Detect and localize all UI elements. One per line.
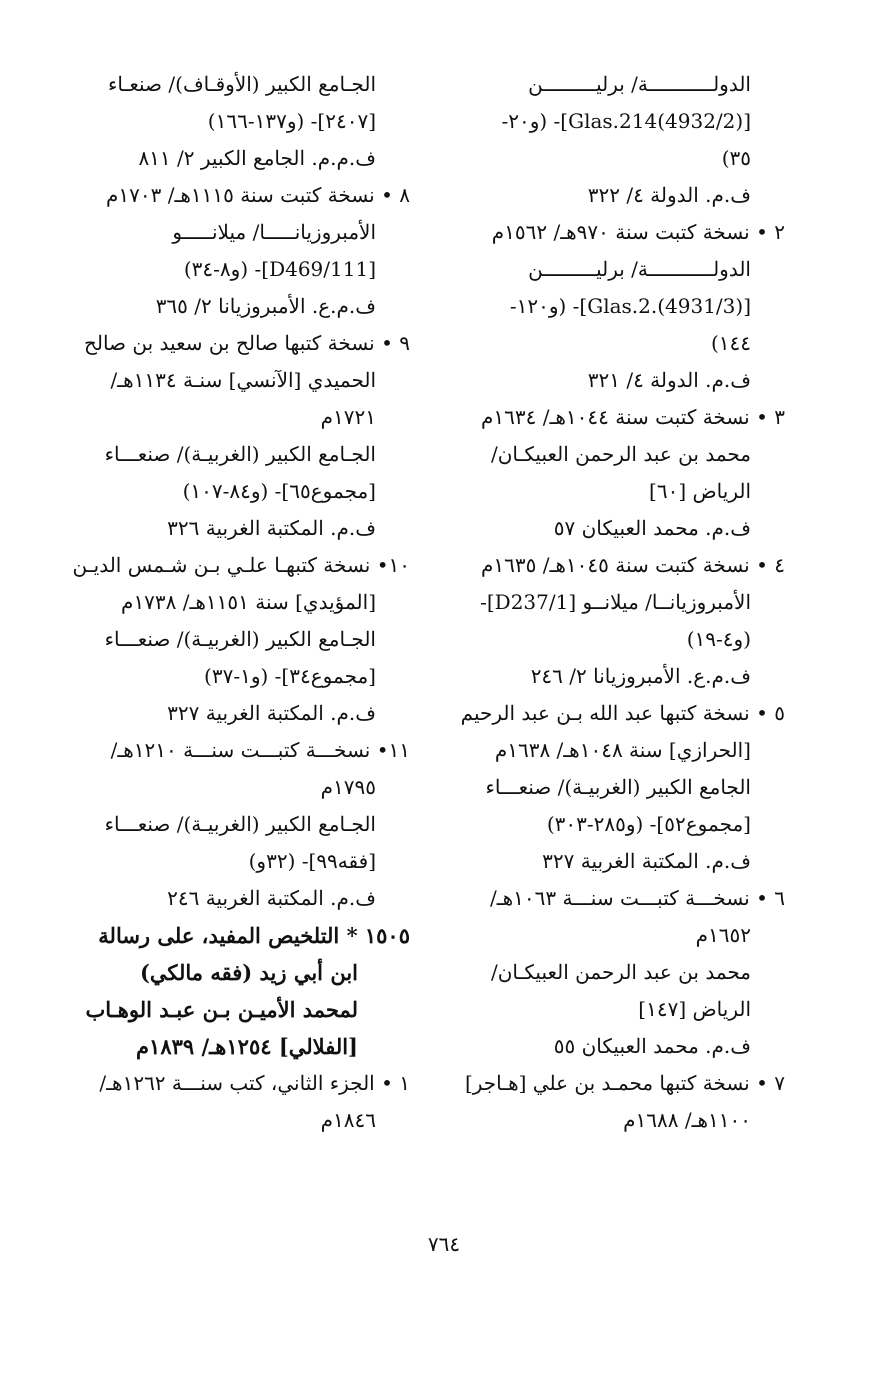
entry-line: ١٨٤٦م: [320, 1108, 376, 1132]
entry-line: ف.م. المكتبة الغربية ٣٢٧: [542, 849, 751, 873]
entry-heading-line: ١٥٠٥ * التلخيص المفيد، على رسالة: [98, 923, 410, 948]
entry-line: ف.م. الدولة ٤/ ٣٢٢: [587, 183, 751, 207]
entry-line: (و٤-١٩): [686, 627, 751, 651]
entry-line: ٣٥): [721, 146, 751, 170]
entry-line: الأمبروزيانــا/ ميلانــو [D237/1]-: [480, 590, 751, 614]
entry-line: ف.م. محمد العبيكان ٥٥: [553, 1034, 751, 1058]
entry-line: [Glas.2.(4931/3)]- (و١٢٠-: [509, 294, 751, 318]
entry-line: [٢٤٠٧]- (و١٣٧-١٦٦): [207, 109, 376, 133]
entry-line: [مجموع٣٤]- (و١-٣٧): [204, 664, 376, 688]
entry-line: ٧ • نسخة كتبها محمـد بن علي [هـاجر]: [464, 1071, 785, 1095]
page-number: ٧٦٤: [427, 1232, 461, 1256]
entry-line: ٨ • نسخة كتبت سنة ١١١٥هـ/ ١٧٠٣م: [106, 183, 410, 207]
entry-line: ف.م. الدولة ٤/ ٣٢١: [587, 368, 751, 392]
entry-line: [Glas.214(4932/2)]- (و٢٠-: [501, 109, 751, 133]
entry-line: ١٠• نسخة كتبهـا علـي بـن شـمس الديـن: [72, 553, 410, 577]
entry-line: ٦ • نسخـــة كتبـــت سنـــة ١٠٦٣هـ/: [490, 886, 785, 910]
entry-line: الرياض [٦٠]: [649, 479, 751, 503]
entry-line: ١١٠٠هـ/ ١٦٨٨م: [623, 1108, 751, 1132]
entry-line: الدولـــــــــــة/ برليـــــــــن: [528, 257, 751, 281]
entry-line: ف.م.م. الجامع الكبير ٢/ ٨١١: [138, 146, 376, 170]
entry-line: ف.م.ع. الأمبروزيانا ٢/ ٣٦٥: [155, 294, 376, 318]
entry-line: ف.م. المكتبة الغربية ٢٤٦: [167, 886, 376, 910]
entry-line: الجـامع الكبير (الغربيـة)/ صنعـــاء: [104, 812, 376, 836]
entry-line: ف.م. محمد العبيكان ٥٧: [553, 516, 751, 540]
entry-line: ٤ • نسخة كتبت سنة ١٠٤٥هـ/ ١٦٣٥م: [481, 553, 785, 577]
entry-line: [الحرازي] سنة ١٠٤٨هـ/ ١٦٣٨م: [494, 738, 751, 762]
entry-line: ٥ • نسخة كتبها عبد الله بـن عبد الرحيم: [460, 701, 785, 725]
entry-line: محمد بن عبد الرحمن العبيكـان/: [491, 960, 751, 984]
entry-line: ف.م. المكتبة الغربية ٣٢٧: [167, 701, 376, 725]
entry-line: [المؤيدي] سنة ١١٥١هـ/ ١٧٣٨م: [121, 590, 376, 614]
entry-line: محمد بن عبد الرحمن العبيكـان/: [491, 442, 751, 466]
entry-line: [فقه٩٩]- (٣٢و): [248, 849, 376, 873]
entry-line: ١١• نسخـــة كتبـــت سنـــة ١٢١٠هـ/: [110, 738, 410, 762]
entry-line: ١٧٢١م: [320, 405, 376, 429]
entry-line: [مجموع٥٢]- (و٢٨٥-٣٠٣): [546, 812, 751, 836]
entry-line: ١٤٤): [710, 331, 751, 355]
entry-line: ١٦٥٢م: [695, 923, 751, 947]
entry-line: الحميدي [الآنسي] سنـة ١١٣٤هـ/: [110, 368, 376, 392]
entry-line: ١ • الجزء الثاني، كتب سنـــة ١٢٦٢هـ/: [99, 1071, 410, 1095]
entry-heading-line: ابن أبي زيد (فقه مالكي): [139, 960, 358, 985]
right-column: [450, 66, 785, 1139]
entry-line: الأمبروزيانـــــا/ ميلانـــــو: [172, 220, 376, 244]
entry-line: ١٧٩٥م: [320, 775, 376, 799]
entry-line: [D469/111]- (و٨-٣٤): [183, 257, 376, 281]
entry-heading-line: [الفلالي] ١٢٥٤هـ/ ١٨٣٩م: [136, 1034, 358, 1059]
entry-line: ٩ • نسخة كتبها صالح بن سعيد بن صالح: [83, 331, 410, 355]
entry-line: [مجموع٦٥]- (و٨٤-١٠٧): [182, 479, 376, 503]
entry-line: ف.م. المكتبة الغربية ٣٢٦: [167, 516, 376, 540]
entry-line: ٣ • نسخة كتبت سنة ١٠٤٤هـ/ ١٦٣٤م: [481, 405, 785, 429]
entry-heading-line: لمحمد الأميـن بـن عبـد الوهـاب: [85, 997, 358, 1022]
entry-line: ٢ • نسخة كتبت سنة ٩٧٠هـ/ ١٥٦٢م: [491, 220, 785, 244]
entry-line: الجامع الكبير (الغربيـة)/ صنعـــاء: [485, 775, 751, 799]
entry-line: الرياض [١٤٧]: [638, 997, 751, 1021]
entry-line: الجـامع الكبير (الغربيـة)/ صنعـــاء: [104, 627, 376, 651]
entry-line: الجـامع الكبير (الغربيـة)/ صنعـــاء: [104, 442, 376, 466]
entry-line: ف.م.ع. الأمبروزيانا ٢/ ٢٤٦: [530, 664, 751, 688]
entry-line: الجـامع الكبير (الأوقـاف)/ صنعـاء: [108, 72, 376, 96]
left-column: [58, 66, 410, 1139]
entry-line: الدولـــــــــــة/ برليـــــــــن: [528, 72, 751, 96]
